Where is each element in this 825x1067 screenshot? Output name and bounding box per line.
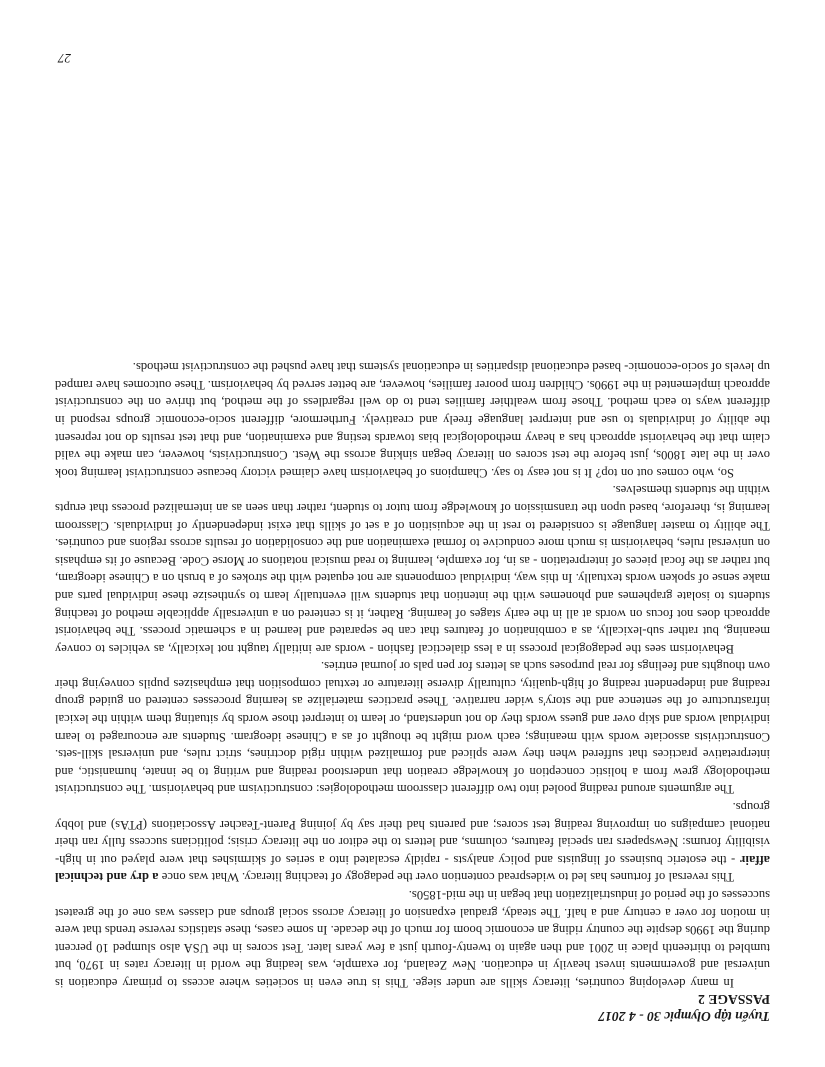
paragraph-4: Behaviorism sees the pedagogical process in a less dialectical fashion - words are initially taught not lexically, as vehicles to convey meaning, but rather sub-lexically, as a combination of features that can be separated and learned in a schematic process. The behaviorist approach does not focus on words at all in the early stages of learning. Rather, it is centered on a universally applicable method of teaching students to isolate graphemes and phonemes with the intention that students will eventually learn to synthesize these individual parts and make sense of spoken words textually. In this way, individual components are not equated with the strokes of a brush on a Chinese ideogram, but rather as the focal pieces of interpretation - as in, for example, learning to read musical notations or Morse Code. Because of its emphasis on universal rules, behaviorism is much more conducive to formal examination and the consolidation of results across regions and countries. The ability to master language is considered to rest in the acquisition of a set of skills that exist independently of individuals. Classroom learning is, therefore, based upon the transmission of knowledge from tutor to student, rather than seen as an internalized process that erupts within the students themselves. xyxy=(55,483,770,656)
paragraph-3: The arguments around reading pooled into two different classroom methodologies: constructivism and behaviorism. The constructivist methodology grew from a holistic conception of knowledge creation that understood reading and writing to be innate, humanistic, and interpretative practices that suffered when they were spliced and formalized within rigid doctrines, strict rules, and universal skill-sets. Constructivists associate words with meanings; each word might be thought of as a Chinese ideogram. Students are encouraged to learn individual words and skip over and guess words they do not understand, or learn to interpret those words by situating them within the lexical infrastructure of the sentence and the story's wider narrative. These practices materialize as learning processes centered on guided group reading and independent reading of high-quality, culturally diverse literature or textual composition that emphasizes pupils conveying their own thoughts and feelings for real purposes such as letters for pen pals or journal entries. xyxy=(55,659,770,797)
bold-phrase: a dry and technical affair xyxy=(55,852,770,885)
paragraph-5: So, who comes out on top? It is not easy to say. Champions of behaviorism have claimed victory because constructivist learning took over in the late 1800s, just before the test scores on literacy began sinking across the West. Constructivists, however, can make the valid claim that the behaviorist approach has a heavy methodological bias towards testing and examination, and that test results do not represent the ability of individuals to use and interpret language freely and creatively. Furthermore, different socio-economic groups respond in different ways to each method. Those from wealthier families tend to do well regardless of the method, but thrive on the constructivist approach implemented in the 1990s. Children from poorer families, however, are better served by behaviorism. These outcomes have ramped up levels of socio-economic- based educational disparities in educational systems that have pushed the constructivist methods. xyxy=(55,360,770,480)
paragraph-2-end: - the esoteric business of linguists and policy analysts - rapidly escalated into a series of skirmishes that were played out in high-visibility forums: Newspapers ran special features, columns, and letters to the editor on the literacy crisis; politicians success fully ran their national campaigns on improving reading test scores; and parents had their say by joining Parent-Teacher Associations (PTAs) and lobby groups. xyxy=(55,800,770,867)
book-title: Tuyển tập Olympic 30 - 4 2017 xyxy=(598,1009,770,1024)
page-number: 27 xyxy=(58,51,71,66)
paragraph-1: In many developing countries, literacy skills are under siege. This is true even in societies where access to primary education is universal and governments invest heavily in education. New Zealand, for example, was leading the world in literacy rates in 1970, but tumbled to thirteenth place in 2001 and then again to twenty-fourth just a few years later. Test scores in the USA also slumped 10 percent during the 1990s despite the country riding an economic boom for much of the decade. In some cases, these statistics reverse trends that were in motion for over a century and a half. The steady, gradual expansion of literacy across social groups and classes was one of the greatest successes of the period of industrialization that began in the mid-1850s. xyxy=(55,888,770,990)
passage-title: PASSAGE 2 xyxy=(698,992,770,1007)
page-content xyxy=(55,358,770,1025)
paragraph-2 xyxy=(55,797,770,885)
paragraph-2-start: This reversal of fortunes has led to widespread contention over the pedagogy of teaching literacy. What was once xyxy=(158,870,734,885)
